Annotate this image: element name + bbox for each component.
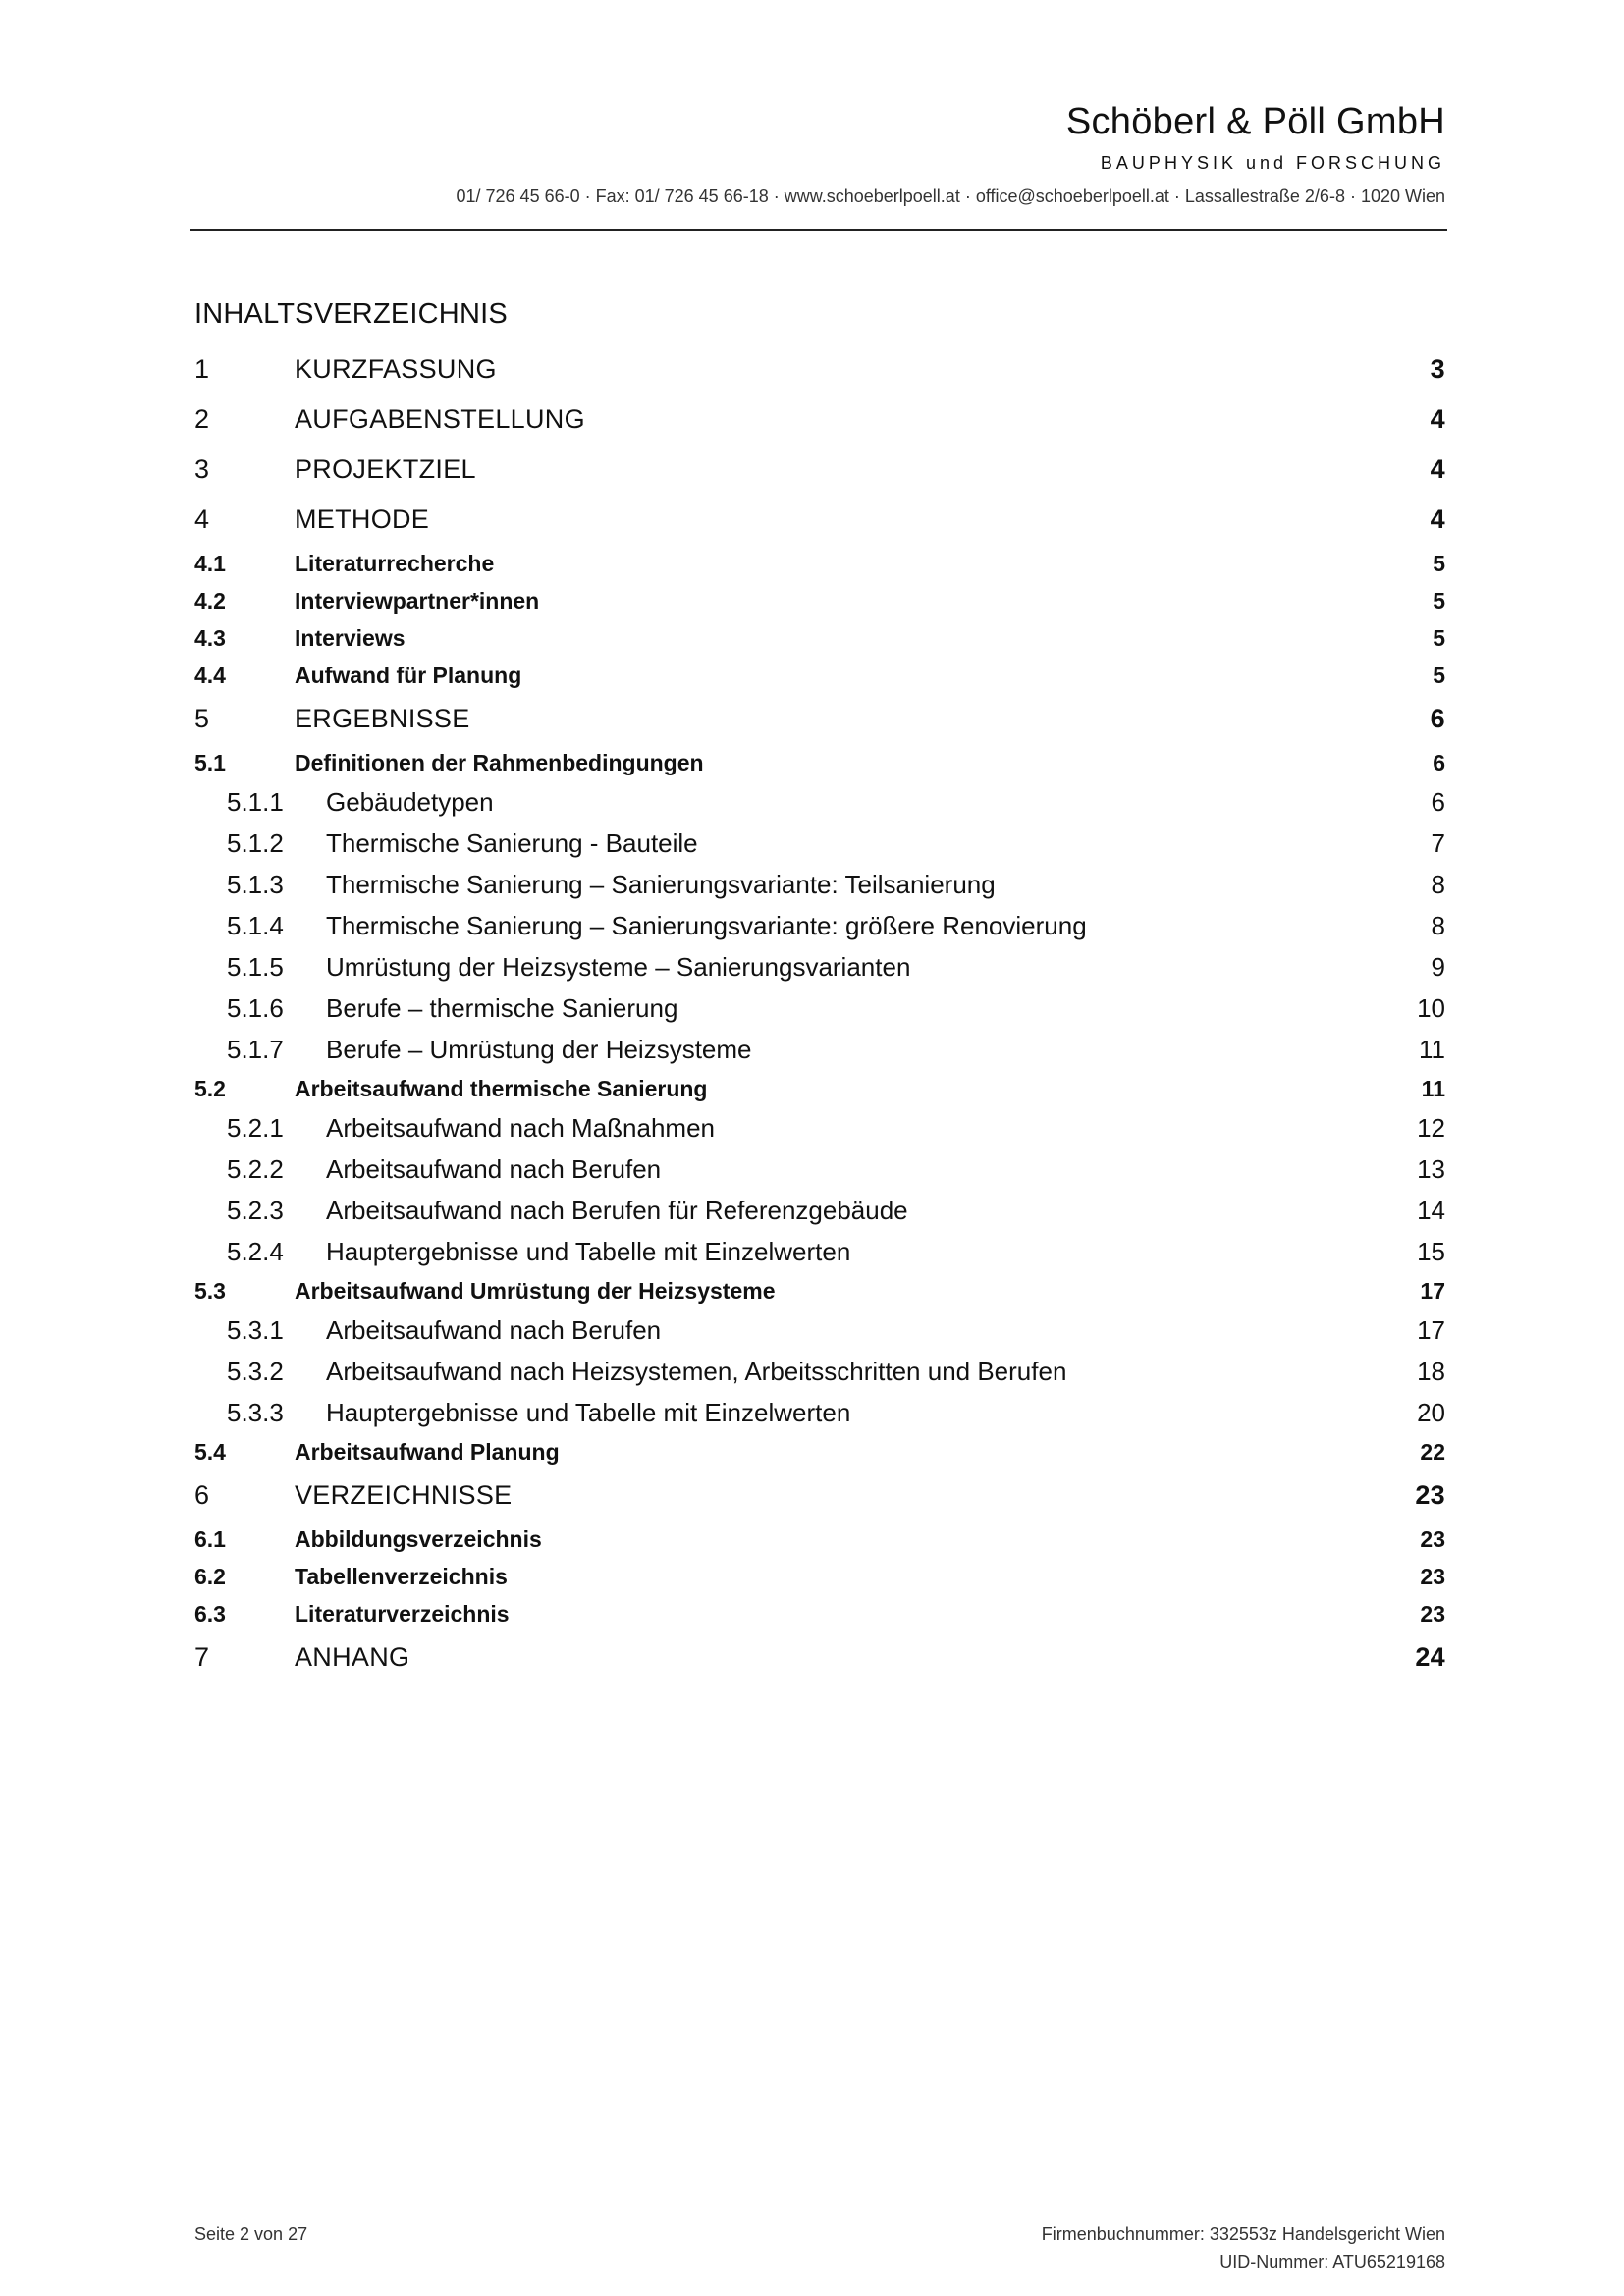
toc-entry-number: 4.1 xyxy=(194,551,226,576)
toc-entry-label: Interviewpartner*innen xyxy=(295,588,540,614)
toc-entry-label: Hauptergebnisse und Tabelle mit Einzelwerten xyxy=(326,1237,851,1266)
toc-entry-level-2[interactable] xyxy=(194,582,1445,619)
toc-entry-label: Tabellenverzeichnis xyxy=(295,1564,508,1589)
toc-entry-page: 10 xyxy=(1417,993,1445,1023)
toc-entry-level-2[interactable] xyxy=(194,1558,1445,1595)
toc-entry-label: Arbeitsaufwand Planung xyxy=(295,1439,560,1465)
toc-entry-page: 7 xyxy=(1431,828,1445,858)
toc-entry-label: PROJEKTZIEL xyxy=(295,454,476,484)
toc-list xyxy=(194,345,1445,1682)
toc-entry-level-3[interactable] xyxy=(194,1231,1445,1272)
toc-entry-level-3[interactable] xyxy=(194,1107,1445,1148)
toc-entry-level-3[interactable] xyxy=(194,1190,1445,1231)
toc-entry-label: ERGEBNISSE xyxy=(295,704,470,733)
company-name: Schöberl & Pöll GmbH xyxy=(1065,101,1445,142)
toc-entry-page: 5 xyxy=(1433,551,1445,576)
toc-entry-number: 4 xyxy=(194,505,210,534)
toc-entry-page: 6 xyxy=(1433,750,1445,775)
toc-entry-page: 17 xyxy=(1420,1278,1445,1304)
toc-entry-number: 5.1.1 xyxy=(227,787,284,817)
toc-entry-label: VERZEICHNISSE xyxy=(295,1480,513,1510)
toc-entry-level-3[interactable] xyxy=(194,1029,1445,1070)
toc-entry-number: 5.1.3 xyxy=(227,870,284,899)
toc-entry-label: Hauptergebnisse und Tabelle mit Einzelwerten xyxy=(326,1398,851,1427)
toc-entry-page: 8 xyxy=(1431,870,1445,899)
toc-entry-level-1[interactable] xyxy=(194,345,1445,395)
toc-entry-page: 22 xyxy=(1420,1439,1445,1465)
toc-entry-number: 4.3 xyxy=(194,625,226,651)
toc-entry-label: Arbeitsaufwand nach Berufen xyxy=(326,1154,662,1184)
toc-entry-level-2[interactable] xyxy=(194,1070,1445,1107)
toc-entry-level-3[interactable] xyxy=(194,946,1445,988)
toc-entry-number: 3 xyxy=(194,454,210,484)
toc-entry-number: 6.3 xyxy=(194,1601,226,1627)
toc-entry-number: 4.2 xyxy=(194,588,226,614)
toc-entry-page: 23 xyxy=(1420,1601,1445,1627)
table-of-contents xyxy=(194,294,1445,1682)
toc-entry-number: 5.1 xyxy=(194,750,226,775)
toc-entry-level-3[interactable] xyxy=(194,823,1445,864)
toc-entry-number: 6.1 xyxy=(194,1526,226,1552)
toc-title: INHALTSVERZEICHNIS xyxy=(194,298,508,330)
toc-entry-number: 5.4 xyxy=(194,1439,226,1465)
toc-entry-page: 11 xyxy=(1421,1076,1445,1101)
toc-entry-level-3[interactable] xyxy=(194,988,1445,1029)
toc-entry-page: 23 xyxy=(1420,1564,1445,1589)
toc-entry-number: 5.1.4 xyxy=(227,911,284,940)
toc-entry-label: Thermische Sanierung – Sanierungsvariante: größere Renovierung xyxy=(326,911,1087,940)
toc-entry-page: 6 xyxy=(1430,704,1445,733)
toc-entry-label: Gebäudetypen xyxy=(326,787,494,817)
toc-entry-page: 4 xyxy=(1430,505,1445,534)
toc-entry-level-3[interactable] xyxy=(194,1309,1445,1351)
toc-entry-number: 6.2 xyxy=(194,1564,226,1589)
toc-entry-label: Literaturrecherche xyxy=(295,551,495,576)
toc-entry-page: 18 xyxy=(1417,1357,1445,1386)
toc-entry-page: 3 xyxy=(1430,354,1445,384)
toc-entry-page: 11 xyxy=(1419,1035,1445,1064)
toc-entry-number: 6 xyxy=(194,1480,210,1510)
toc-entry-label: Arbeitsaufwand nach Heizsystemen, Arbeitsschritten und Berufen xyxy=(326,1357,1067,1386)
toc-entry-level-3[interactable] xyxy=(194,1392,1445,1433)
register-number: Firmenbuchnummer: 332553z Handelsgericht Wien xyxy=(1041,2224,1445,2244)
toc-entry-page: 12 xyxy=(1417,1113,1445,1143)
header-divider xyxy=(190,229,1447,231)
toc-entry-page: 9 xyxy=(1431,952,1445,982)
contact-line: 01/ 726 45 66-0 · Fax: 01/ 726 45 66-18 · www.schoeberlpoell.at · office@schoeberlpoell.at · Lassallestraße 2/6-8 · 1020 Wien xyxy=(456,187,1445,206)
toc-entry-label: Berufe – thermische Sanierung xyxy=(326,993,678,1023)
toc-entry-page: 20 xyxy=(1417,1398,1445,1427)
toc-entry-page: 4 xyxy=(1430,404,1445,434)
company-tagline: BAUPHYSIK und FORSCHUNG xyxy=(1100,153,1445,173)
letterhead xyxy=(190,98,1445,208)
toc-entry-label: Berufe – Umrüstung der Heizsysteme xyxy=(326,1035,752,1064)
toc-entry-label: Arbeitsaufwand nach Berufen xyxy=(326,1315,662,1345)
toc-entry-number: 1 xyxy=(194,354,210,384)
toc-entry-label: METHODE xyxy=(295,505,430,534)
toc-entry-label: KURZFASSUNG xyxy=(295,354,497,384)
toc-entry-label: Definitionen der Rahmenbedingungen xyxy=(295,750,704,775)
toc-entry-level-1[interactable] xyxy=(194,445,1445,495)
toc-entry-number: 5.2.4 xyxy=(227,1237,284,1266)
toc-entry-level-1[interactable] xyxy=(194,694,1445,744)
company-registration xyxy=(1042,2220,1445,2275)
toc-entry-page: 13 xyxy=(1417,1154,1445,1184)
toc-entry-label: Arbeitsaufwand nach Maßnahmen xyxy=(326,1113,716,1143)
toc-entry-label: Thermische Sanierung – Sanierungsvariante: Teilsanierung xyxy=(326,870,996,899)
toc-entry-number: 2 xyxy=(194,404,210,434)
toc-entry-number: 5.3.3 xyxy=(227,1398,284,1427)
page-number: Seite 2 von 27 xyxy=(194,2224,308,2244)
toc-entry-label: Arbeitsaufwand nach Berufen für Referenzgebäude xyxy=(326,1196,908,1225)
toc-entry-label: Aufwand für Planung xyxy=(295,663,522,688)
toc-entry-label: Arbeitsaufwand Umrüstung der Heizsysteme xyxy=(295,1278,776,1304)
toc-entry-number: 4.4 xyxy=(194,663,226,688)
toc-entry-level-2[interactable] xyxy=(194,1272,1445,1309)
toc-entry-page: 4 xyxy=(1430,454,1445,484)
toc-entry-number: 5.2.2 xyxy=(227,1154,284,1184)
toc-entry-number: 5.3.2 xyxy=(227,1357,284,1386)
toc-entry-number: 5 xyxy=(194,704,210,733)
toc-entry-level-3[interactable] xyxy=(194,905,1445,946)
toc-entry-number: 5.1.2 xyxy=(227,828,284,858)
toc-entry-page: 14 xyxy=(1417,1196,1445,1225)
toc-entry-label: AUFGABENSTELLUNG xyxy=(295,404,585,434)
toc-entry-number: 7 xyxy=(194,1642,210,1672)
toc-entry-level-2[interactable] xyxy=(194,1595,1445,1632)
toc-entry-number: 5.2.1 xyxy=(227,1113,284,1143)
toc-entry-number: 5.1.5 xyxy=(227,952,284,982)
toc-entry-level-3[interactable] xyxy=(194,1351,1445,1392)
toc-entry-number: 5.2.3 xyxy=(227,1196,284,1225)
toc-entry-page: 17 xyxy=(1417,1315,1445,1345)
toc-entry-page: 23 xyxy=(1420,1526,1445,1552)
toc-entry-level-2[interactable] xyxy=(194,1521,1445,1558)
toc-entry-page: 15 xyxy=(1417,1237,1445,1266)
toc-entry-level-1[interactable] xyxy=(194,395,1445,445)
toc-entry-level-2[interactable] xyxy=(194,545,1445,582)
toc-entry-label: Abbildungsverzeichnis xyxy=(295,1526,542,1552)
toc-entry-level-3[interactable] xyxy=(194,864,1445,905)
toc-entry-page: 6 xyxy=(1431,787,1445,817)
uid-number: UID-Nummer: ATU65219168 xyxy=(1219,2252,1445,2271)
toc-entry-page: 23 xyxy=(1415,1480,1445,1510)
toc-entry-level-3[interactable] xyxy=(194,1148,1445,1190)
toc-entry-level-2[interactable] xyxy=(194,657,1445,694)
toc-entry-page: 5 xyxy=(1433,663,1445,688)
toc-entry-level-2[interactable] xyxy=(194,1433,1445,1470)
toc-entry-number: 5.2 xyxy=(194,1076,226,1101)
toc-entry-level-3[interactable] xyxy=(194,781,1445,823)
toc-entry-label: Arbeitsaufwand thermische Sanierung xyxy=(295,1076,708,1101)
toc-entry-label: Literaturverzeichnis xyxy=(295,1601,510,1627)
toc-entry-number: 5.3.1 xyxy=(227,1315,284,1345)
toc-entry-number: 5.1.7 xyxy=(227,1035,284,1064)
toc-entry-level-1[interactable] xyxy=(194,495,1445,545)
toc-entry-level-2[interactable] xyxy=(194,619,1445,657)
toc-entry-page: 24 xyxy=(1415,1642,1445,1672)
toc-entry-label: Thermische Sanierung - Bauteile xyxy=(326,828,698,858)
toc-entry-page: 5 xyxy=(1433,588,1445,614)
toc-entry-number: 5.3 xyxy=(194,1278,226,1304)
toc-entry-label: ANHANG xyxy=(295,1642,410,1672)
toc-entry-level-2[interactable] xyxy=(194,744,1445,781)
toc-entry-label: Interviews xyxy=(295,625,406,651)
toc-entry-number: 5.1.6 xyxy=(227,993,284,1023)
toc-entry-level-1[interactable] xyxy=(194,1470,1445,1521)
toc-entry-label: Umrüstung der Heizsysteme – Sanierungsvarianten xyxy=(326,952,911,982)
toc-entry-page: 5 xyxy=(1433,625,1445,651)
toc-entry-page: 8 xyxy=(1431,911,1445,940)
toc-entry-level-1[interactable] xyxy=(194,1632,1445,1682)
